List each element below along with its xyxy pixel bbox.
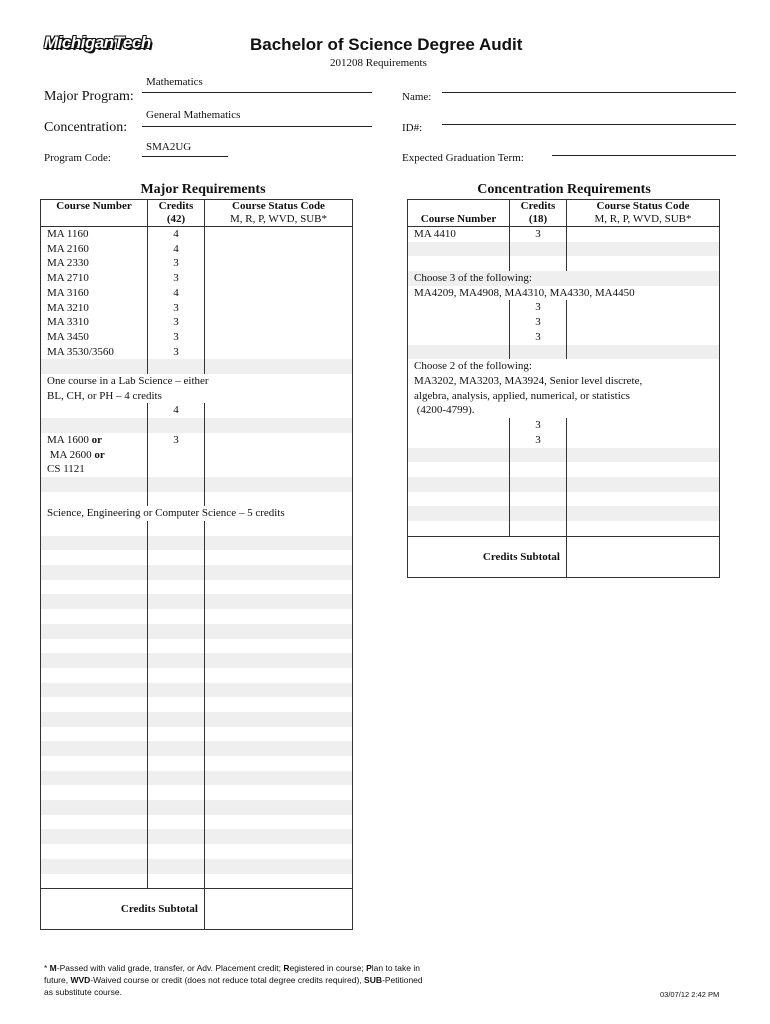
credits-cell: 3: [148, 315, 205, 330]
credits-cell: 3: [510, 433, 567, 448]
status-cell[interactable]: [567, 433, 720, 448]
course-number: MA 3210: [47, 301, 89, 314]
table-row: [41, 492, 353, 507]
table-row: [41, 639, 353, 654]
concentration-header-row: [408, 200, 720, 227]
major-subtotal-field[interactable]: [205, 889, 353, 930]
table-row: [41, 418, 353, 433]
credits-cell: 4: [148, 227, 205, 242]
table-row: [41, 844, 353, 859]
table-row: [41, 727, 353, 742]
concentration-value: General Mathematics: [146, 109, 241, 121]
code-p: P: [366, 963, 372, 973]
credits-cell: 4: [148, 403, 205, 418]
conc-header-credits: [510, 200, 567, 227]
course-number: CS 1121: [47, 463, 85, 476]
choose2-row-4: [408, 403, 720, 418]
status-cell[interactable]: [205, 844, 353, 859]
conc-header-credits-total: (18): [528, 213, 548, 225]
status-cell[interactable]: [567, 227, 720, 242]
table-row: [41, 653, 353, 668]
major-program-line: [142, 92, 372, 93]
status-cell[interactable]: [567, 448, 720, 463]
course-number: MA 2710: [47, 272, 89, 285]
major-header-status-codes: M, R, P, WVD, SUB*: [230, 213, 327, 225]
grad-term-label: Expected Graduation Term:: [402, 152, 524, 164]
course-number: MA 3310: [47, 316, 89, 329]
status-cell[interactable]: [205, 624, 353, 639]
table-row: [408, 433, 720, 448]
choose3-row-1: [408, 271, 720, 286]
status-cell[interactable]: [205, 874, 353, 889]
table-row: [41, 521, 353, 536]
major-program-label: Major Program:: [44, 89, 134, 104]
choose2-range: (4200-4799).: [416, 404, 475, 417]
table-row: [41, 345, 353, 360]
name-label: Name:: [402, 91, 432, 103]
table-row: [408, 330, 720, 345]
program-code-line: [142, 156, 228, 157]
table-row: [41, 242, 353, 257]
choose3-text-1: Choose 3 of the following:: [408, 271, 720, 286]
status-cell[interactable]: [205, 256, 353, 271]
status-cell[interactable]: [205, 829, 353, 844]
status-cell[interactable]: [205, 271, 353, 286]
status-cell[interactable]: [205, 712, 353, 727]
table-row: [408, 300, 720, 315]
table-row: [41, 286, 353, 301]
code-r-text: egistered in course;: [289, 963, 367, 973]
table-row: [41, 712, 353, 727]
credits-cell: 4: [148, 286, 205, 301]
concentration-requirements-table: [407, 199, 720, 578]
table-row: [408, 506, 720, 521]
status-cell[interactable]: [205, 345, 353, 360]
credits-cell: 3: [510, 330, 567, 345]
status-cell[interactable]: [205, 403, 353, 418]
table-row: [41, 683, 353, 698]
status-cell[interactable]: [567, 521, 720, 536]
status-cell[interactable]: [205, 668, 353, 683]
table-row: [408, 315, 720, 330]
status-cell[interactable]: [205, 771, 353, 786]
table-row: [41, 550, 353, 565]
sci-eng-row: [41, 506, 353, 521]
status-cell[interactable]: [567, 256, 720, 271]
status-cell[interactable]: [205, 521, 353, 536]
conc-header-course: Course Number: [408, 200, 510, 227]
conc-header-credits-label: Credits: [520, 200, 556, 212]
table-row: [41, 271, 353, 286]
status-cell[interactable]: [205, 653, 353, 668]
table-row: [408, 448, 720, 463]
id-field[interactable]: [442, 124, 736, 125]
table-row: [408, 345, 720, 360]
status-cell[interactable]: [205, 242, 353, 257]
status-cell[interactable]: [205, 859, 353, 874]
status-cell[interactable]: [205, 800, 353, 815]
concentration-label: Concentration:: [44, 120, 128, 135]
major-requirements-title: Major Requirements: [140, 182, 266, 197]
status-cell[interactable]: [567, 506, 720, 521]
status-cell[interactable]: [205, 227, 353, 242]
major-header-credits: [148, 200, 205, 227]
id-label: ID#:: [402, 122, 423, 134]
status-cell[interactable]: [205, 785, 353, 800]
lab-science-text-1: One course in a Lab Science – either: [47, 375, 209, 388]
table-row: [408, 256, 720, 271]
major-header-status-label: Course Status Code: [232, 200, 325, 212]
status-cell[interactable]: [567, 242, 720, 257]
status-cell[interactable]: [205, 727, 353, 742]
major-header-credits-label: Credits: [158, 200, 194, 212]
table-row: [41, 815, 353, 830]
conc-subtotal-field[interactable]: [567, 536, 720, 577]
choose2-row-1: [408, 359, 720, 374]
table-row: [41, 301, 353, 316]
code-m: M: [49, 963, 57, 973]
or-text: or: [94, 448, 105, 461]
status-cell[interactable]: [567, 462, 720, 477]
credits-cell: 3: [148, 345, 205, 360]
table-row: [41, 668, 353, 683]
table-row: [41, 771, 353, 786]
table-row: [41, 874, 353, 889]
table-row: [41, 580, 353, 595]
code-sub-text: -Petitioned as substitute course.: [44, 975, 423, 997]
status-cell[interactable]: [567, 300, 720, 315]
credits-cell: 3: [148, 271, 205, 286]
table-row: [41, 477, 353, 492]
choose2-text-3: algebra, analysis, applied, numerical, or statistics: [414, 389, 630, 402]
michigan-tech-logo: MichiganTech: [44, 33, 151, 52]
course-number: MA 2160: [47, 242, 89, 255]
code-sub: SUB: [364, 975, 382, 985]
programming-option-1: MA 1600: [47, 433, 89, 446]
choose2-text-2: MA3202, MA3203, MA3924, Senior level discrete,: [414, 374, 643, 387]
credits-cell: 3: [510, 315, 567, 330]
course-number: [41, 448, 148, 463]
table-row: [41, 433, 353, 448]
status-cell[interactable]: [205, 550, 353, 565]
course-number: MA 1160: [47, 228, 89, 240]
table-row: [41, 448, 353, 463]
table-row: [41, 829, 353, 844]
status-cell[interactable]: [205, 683, 353, 698]
conc-header-status: [567, 200, 720, 227]
major-header-status: [205, 200, 353, 227]
code-wvd: WVD: [70, 975, 91, 985]
table-row: [41, 624, 353, 639]
table-row: [41, 462, 353, 477]
choose2-row-2: [408, 374, 720, 389]
credits-cell: 3: [148, 301, 205, 316]
conc-subtotal-row: [408, 536, 720, 577]
table-row: [408, 227, 720, 242]
conc-subtotal-label: Credits Subtotal: [408, 536, 567, 577]
table-row: [41, 594, 353, 609]
lab-science-row-2: [41, 389, 353, 404]
table-row: [41, 330, 353, 345]
choose2-text-4: [408, 403, 720, 418]
sci-eng-text: Science, Engineering or Computer Science – 5 credits: [47, 507, 285, 520]
table-row: [41, 403, 353, 418]
grad-term-field[interactable]: [552, 155, 736, 156]
table-row: [41, 859, 353, 874]
credits-cell: 3: [148, 256, 205, 271]
page-subtitle: 201208 Requirements: [330, 57, 427, 69]
table-row: [408, 418, 720, 433]
table-row: [41, 756, 353, 771]
or-text: or: [91, 433, 103, 446]
major-header-course: Course Number: [41, 200, 148, 227]
status-cell[interactable]: [205, 609, 353, 624]
status-cell[interactable]: [205, 756, 353, 771]
page-title: Bachelor of Science Degree Audit: [250, 35, 523, 54]
status-cell[interactable]: [205, 580, 353, 595]
credits-cell: 3: [510, 418, 567, 433]
table-row: [41, 536, 353, 551]
name-field[interactable]: [442, 92, 736, 93]
credits-cell: 3: [510, 227, 567, 242]
status-cell[interactable]: [567, 418, 720, 433]
status-cell[interactable]: [205, 330, 353, 345]
status-cell[interactable]: [567, 492, 720, 507]
table-row: [41, 227, 353, 242]
lab-science-text-2: BL, CH, or PH – 4 credits: [47, 389, 162, 402]
choose2-text-1: Choose 2 of the following:: [414, 360, 532, 373]
table-row: [41, 359, 353, 374]
code-p-text: lan to take in future,: [44, 963, 420, 985]
major-subtotal-row: [41, 889, 353, 930]
table-row: [41, 315, 353, 330]
table-row: [41, 609, 353, 624]
course-number: MA 4410: [414, 228, 456, 240]
table-row: [41, 800, 353, 815]
major-header-credits-total: (42): [166, 213, 186, 225]
status-cell[interactable]: [205, 741, 353, 756]
course-number: MA 3450: [47, 330, 89, 343]
choose2-row-3: [408, 389, 720, 404]
status-cell[interactable]: [205, 286, 353, 301]
status-cell[interactable]: [567, 477, 720, 492]
concentration-line: [142, 126, 372, 127]
course-number: MA 2330: [47, 257, 89, 270]
lab-science-row-1: [41, 374, 353, 389]
major-program-value: Mathematics: [146, 76, 203, 88]
credits-cell: 3: [148, 330, 205, 345]
major-subtotal-label: Credits Subtotal: [41, 889, 205, 930]
status-cell[interactable]: [205, 301, 353, 316]
credits-cell: 3: [510, 300, 567, 315]
table-row: [41, 741, 353, 756]
status-cell[interactable]: [205, 536, 353, 551]
status-cell[interactable]: [205, 315, 353, 330]
status-cell[interactable]: [205, 639, 353, 654]
status-cell[interactable]: [205, 433, 353, 448]
print-timestamp: 03/07/12 2:42 PM: [660, 990, 720, 999]
table-row: [41, 785, 353, 800]
major-requirements-table: [40, 199, 353, 930]
code-m-text: -Passed with valid grade, transfer, or Adv. Placement credit;: [56, 963, 284, 973]
status-cell[interactable]: [567, 315, 720, 330]
concentration-requirements-title: Concentration Requirements: [477, 182, 651, 197]
status-cell[interactable]: [205, 565, 353, 580]
table-row: [41, 256, 353, 271]
course-number: MA 3530/3560: [47, 345, 114, 358]
status-cell[interactable]: [567, 330, 720, 345]
code-wvd-text: -Waived course or credit (does not reduce total degree credits required),: [90, 975, 365, 985]
credits-cell: 3: [148, 433, 205, 448]
course-number: [41, 433, 148, 448]
table-row: [408, 242, 720, 257]
program-code-value: SMA2UG: [146, 141, 192, 153]
table-row: [408, 462, 720, 477]
table-row: [408, 492, 720, 507]
status-cell[interactable]: [205, 594, 353, 609]
credits-cell: 4: [148, 242, 205, 257]
choose3-text-2: MA4209, MA4908, MA4310, MA4330, MA4450: [414, 286, 635, 299]
conc-header-status-codes: M, R, P, WVD, SUB*: [594, 213, 692, 225]
course-number: MA 3160: [47, 286, 89, 299]
conc-header-status-label: Course Status Code: [596, 200, 690, 212]
status-cell[interactable]: [205, 815, 353, 830]
choose3-row-2: [408, 286, 720, 301]
table-row: [408, 477, 720, 492]
table-row: [41, 565, 353, 580]
status-code-footnote: * M-Passed with valid grade, transfer, or Adv. Placement credit; Registered in course; Plan to take in future, WVD-Waived course or credit (does not reduce total degree credits required), SUB-Petitioned as substitute course.: [44, 963, 423, 997]
major-header-row: [41, 200, 353, 227]
code-r: R: [283, 963, 290, 973]
status-cell[interactable]: [205, 697, 353, 712]
program-code-label: Program Code:: [44, 152, 111, 164]
programming-option-2: MA 2600: [49, 448, 92, 461]
table-row: [41, 697, 353, 712]
table-row: [408, 521, 720, 536]
